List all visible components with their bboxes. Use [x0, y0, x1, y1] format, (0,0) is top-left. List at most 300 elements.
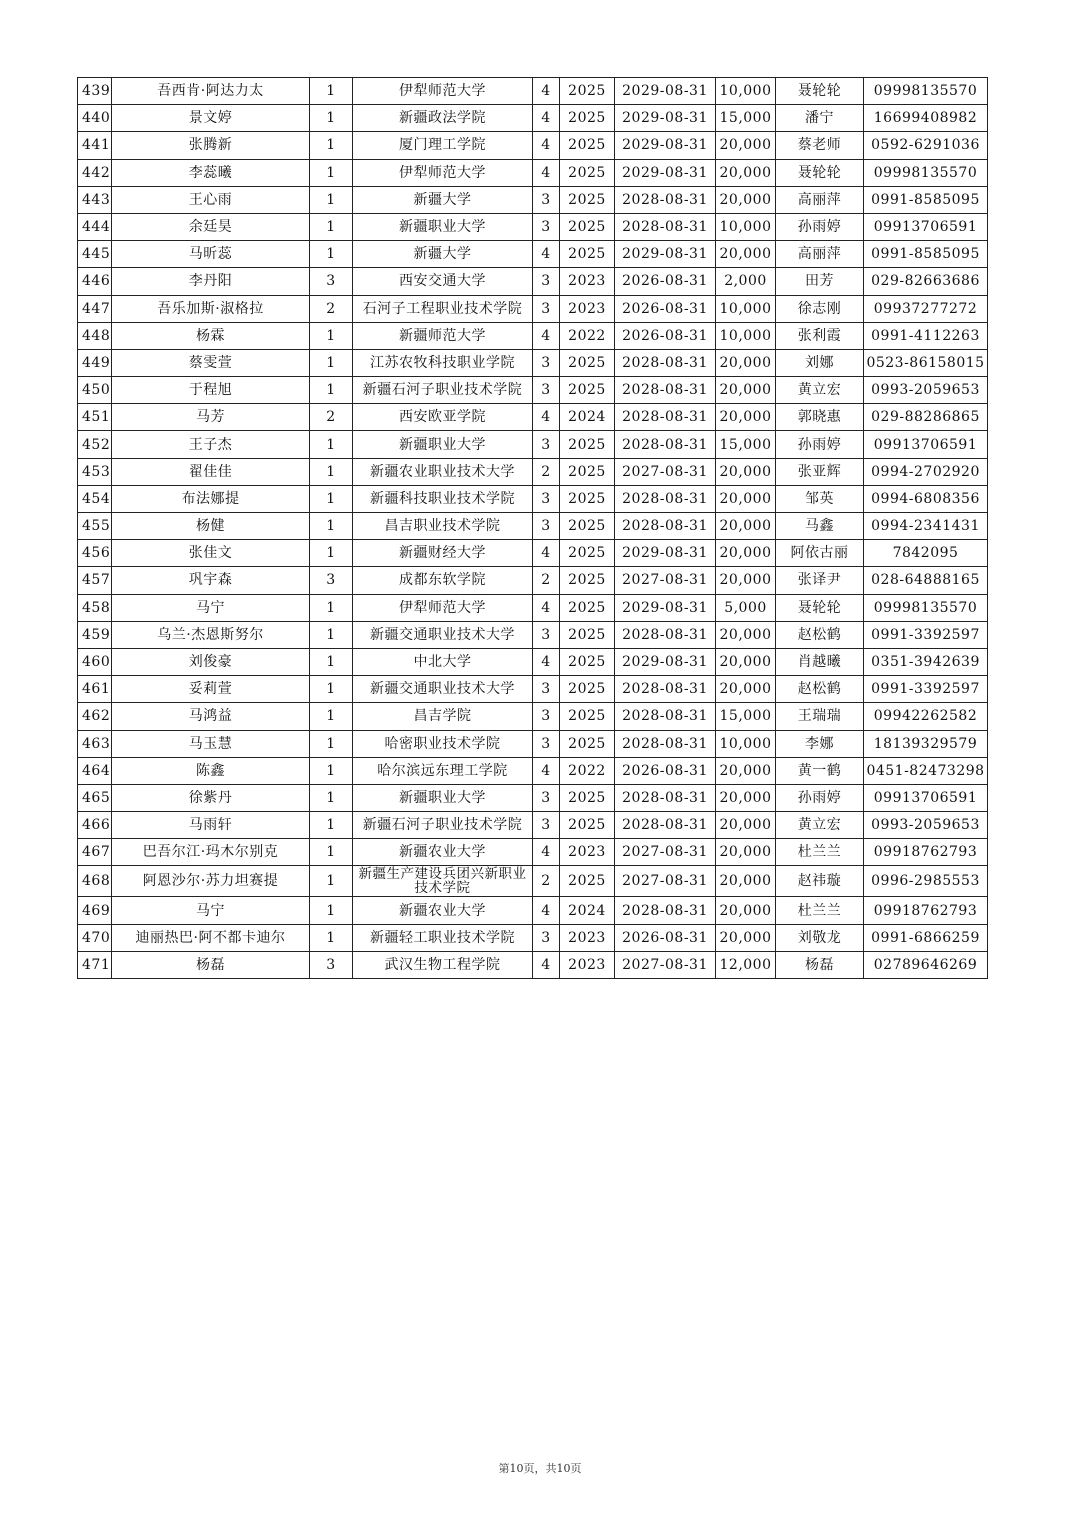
- contact-person-cell: 张亚辉: [776, 458, 864, 485]
- years-cell: 3: [533, 703, 560, 730]
- count-cell: 1: [310, 594, 353, 621]
- due-date-cell: 2029-08-31: [615, 105, 716, 132]
- phone-cell: 0991-3392597: [864, 621, 988, 648]
- school-name: 昌吉职业技术学院: [353, 513, 533, 540]
- table-row: [78, 703, 988, 730]
- amount-cell: 10,000: [716, 213, 776, 240]
- school-name: 新疆职业大学: [353, 431, 533, 458]
- phone-cell: 7842095: [864, 540, 988, 567]
- phone-cell: 0991-8585095: [864, 186, 988, 213]
- years-cell: 3: [533, 784, 560, 811]
- table-row: [78, 897, 988, 924]
- contact-person-cell: 阿依古丽: [776, 540, 864, 567]
- amount-cell: 10,000: [716, 322, 776, 349]
- table-row: [78, 594, 988, 621]
- start-year-cell: 2025: [560, 784, 615, 811]
- table-row: [78, 349, 988, 376]
- student-name: 巩宇森: [112, 567, 310, 594]
- phone-cell: 0993-2059653: [864, 377, 988, 404]
- due-date-cell: 2029-08-31: [615, 241, 716, 268]
- school-name: 新疆职业大学: [353, 213, 533, 240]
- due-date-cell: 2028-08-31: [615, 621, 716, 648]
- student-name: 马宁: [112, 897, 310, 924]
- start-year-cell: 2022: [560, 322, 615, 349]
- due-date-cell: 2026-08-31: [615, 322, 716, 349]
- contact-person-cell: 赵松鹤: [776, 676, 864, 703]
- table-row: [78, 295, 988, 322]
- due-date-cell: 2026-08-31: [615, 924, 716, 951]
- amount-cell: 20,000: [716, 159, 776, 186]
- phone-cell: 02789646269: [864, 951, 988, 978]
- count-cell: 1: [310, 839, 353, 866]
- years-cell: 4: [533, 322, 560, 349]
- years-cell: 3: [533, 186, 560, 213]
- phone-cell: 09942262582: [864, 703, 988, 730]
- contact-person-cell: 孙雨婷: [776, 784, 864, 811]
- count-cell: 1: [310, 676, 353, 703]
- student-name: 余廷昊: [112, 213, 310, 240]
- school-name: 石河子工程职业技术学院: [353, 295, 533, 322]
- row-number: 463: [78, 730, 112, 757]
- phone-cell: 09998135570: [864, 78, 988, 105]
- row-number: 453: [78, 458, 112, 485]
- school-name: 新疆轻工职业技术学院: [353, 924, 533, 951]
- due-date-cell: 2027-08-31: [615, 567, 716, 594]
- count-cell: 1: [310, 485, 353, 512]
- table-row: [78, 839, 988, 866]
- phone-cell: 0991-6866259: [864, 924, 988, 951]
- table-row: [78, 241, 988, 268]
- start-year-cell: 2025: [560, 431, 615, 458]
- row-number: 465: [78, 784, 112, 811]
- due-date-cell: 2028-08-31: [615, 213, 716, 240]
- row-number: 439: [78, 78, 112, 105]
- phone-cell: 029-88286865: [864, 404, 988, 431]
- due-date-cell: 2028-08-31: [615, 676, 716, 703]
- count-cell: 3: [310, 268, 353, 295]
- table-row: [78, 784, 988, 811]
- years-cell: 3: [533, 377, 560, 404]
- due-date-cell: 2028-08-31: [615, 897, 716, 924]
- years-cell: 3: [533, 268, 560, 295]
- row-number: 454: [78, 485, 112, 512]
- contact-person-cell: 孙雨婷: [776, 213, 864, 240]
- school-name: 新疆财经大学: [353, 540, 533, 567]
- amount-cell: 20,000: [716, 866, 776, 897]
- school-name: 厦门理工学院: [353, 132, 533, 159]
- contact-person-cell: 高丽萍: [776, 241, 864, 268]
- student-name: 马雨轩: [112, 812, 310, 839]
- years-cell: 3: [533, 676, 560, 703]
- count-cell: 1: [310, 703, 353, 730]
- years-cell: 3: [533, 349, 560, 376]
- school-name: 新疆交通职业技术大学: [353, 621, 533, 648]
- student-name: 马玉慧: [112, 730, 310, 757]
- due-date-cell: 2027-08-31: [615, 951, 716, 978]
- student-name: 徐紫丹: [112, 784, 310, 811]
- school-name: 新疆政法学院: [353, 105, 533, 132]
- row-number: 449: [78, 349, 112, 376]
- phone-cell: 0351-3942639: [864, 648, 988, 675]
- row-number: 441: [78, 132, 112, 159]
- start-year-cell: 2025: [560, 186, 615, 213]
- years-cell: 4: [533, 839, 560, 866]
- school-name: 新疆农业大学: [353, 839, 533, 866]
- count-cell: 1: [310, 241, 353, 268]
- due-date-cell: 2029-08-31: [615, 159, 716, 186]
- table-row: [78, 377, 988, 404]
- student-name: 马芳: [112, 404, 310, 431]
- student-name: 王子杰: [112, 431, 310, 458]
- amount-cell: 20,000: [716, 812, 776, 839]
- table-row: [78, 159, 988, 186]
- count-cell: 1: [310, 159, 353, 186]
- due-date-cell: 2026-08-31: [615, 268, 716, 295]
- amount-cell: 15,000: [716, 703, 776, 730]
- start-year-cell: 2025: [560, 377, 615, 404]
- table-row: [78, 105, 988, 132]
- years-cell: 3: [533, 431, 560, 458]
- loan-table-container: [77, 77, 987, 979]
- phone-cell: 09913706591: [864, 431, 988, 458]
- count-cell: 3: [310, 951, 353, 978]
- due-date-cell: 2028-08-31: [615, 513, 716, 540]
- school-name: 西安欧亚学院: [353, 404, 533, 431]
- student-name: 迪丽热巴·阿不都卡迪尔: [112, 924, 310, 951]
- phone-cell: 0994-2702920: [864, 458, 988, 485]
- phone-cell: 18139329579: [864, 730, 988, 757]
- years-cell: 3: [533, 621, 560, 648]
- contact-person-cell: 刘敬龙: [776, 924, 864, 951]
- row-number: 461: [78, 676, 112, 703]
- start-year-cell: 2025: [560, 349, 615, 376]
- student-name: 王心雨: [112, 186, 310, 213]
- years-cell: 2: [533, 458, 560, 485]
- student-name: 布法娜提: [112, 485, 310, 512]
- years-cell: 3: [533, 730, 560, 757]
- row-number: 462: [78, 703, 112, 730]
- amount-cell: 15,000: [716, 431, 776, 458]
- due-date-cell: 2028-08-31: [615, 784, 716, 811]
- amount-cell: 20,000: [716, 132, 776, 159]
- row-number: 471: [78, 951, 112, 978]
- phone-cell: 09998135570: [864, 594, 988, 621]
- years-cell: 4: [533, 540, 560, 567]
- student-name: 景文婷: [112, 105, 310, 132]
- start-year-cell: 2025: [560, 105, 615, 132]
- due-date-cell: 2026-08-31: [615, 295, 716, 322]
- start-year-cell: 2025: [560, 132, 615, 159]
- due-date-cell: 2027-08-31: [615, 866, 716, 897]
- row-number: 450: [78, 377, 112, 404]
- contact-person-cell: 郭晓惠: [776, 404, 864, 431]
- contact-person-cell: 杜兰兰: [776, 839, 864, 866]
- phone-cell: 0592-6291036: [864, 132, 988, 159]
- years-cell: 4: [533, 648, 560, 675]
- row-number: 443: [78, 186, 112, 213]
- due-date-cell: 2028-08-31: [615, 730, 716, 757]
- count-cell: 3: [310, 567, 353, 594]
- amount-cell: 20,000: [716, 540, 776, 567]
- school-name: 新疆大学: [353, 186, 533, 213]
- amount-cell: 10,000: [716, 295, 776, 322]
- start-year-cell: 2025: [560, 159, 615, 186]
- amount-cell: 20,000: [716, 757, 776, 784]
- student-name: 马鸿益: [112, 703, 310, 730]
- count-cell: 1: [310, 458, 353, 485]
- contact-person-cell: 赵松鹤: [776, 621, 864, 648]
- contact-person-cell: 李娜: [776, 730, 864, 757]
- start-year-cell: 2025: [560, 730, 615, 757]
- amount-cell: 20,000: [716, 377, 776, 404]
- school-name: 新疆科技职业技术学院: [353, 485, 533, 512]
- contact-person-cell: 聂轮轮: [776, 78, 864, 105]
- amount-cell: 20,000: [716, 621, 776, 648]
- contact-person-cell: 张利霞: [776, 322, 864, 349]
- amount-cell: 10,000: [716, 730, 776, 757]
- student-name: 巴吾尔江·玛木尔别克: [112, 839, 310, 866]
- amount-cell: 2,000: [716, 268, 776, 295]
- years-cell: 4: [533, 159, 560, 186]
- due-date-cell: 2028-08-31: [615, 349, 716, 376]
- row-number: 445: [78, 241, 112, 268]
- row-number: 458: [78, 594, 112, 621]
- start-year-cell: 2025: [560, 812, 615, 839]
- years-cell: 3: [533, 295, 560, 322]
- count-cell: 1: [310, 812, 353, 839]
- school-name: 伊犁师范大学: [353, 594, 533, 621]
- start-year-cell: 2025: [560, 540, 615, 567]
- amount-cell: 20,000: [716, 567, 776, 594]
- school-name: 新疆石河子职业技术学院: [353, 377, 533, 404]
- amount-cell: 20,000: [716, 897, 776, 924]
- student-name: 马宁: [112, 594, 310, 621]
- count-cell: 1: [310, 648, 353, 675]
- row-number: 442: [78, 159, 112, 186]
- row-number: 440: [78, 105, 112, 132]
- table-row: [78, 924, 988, 951]
- count-cell: 1: [310, 730, 353, 757]
- row-number: 455: [78, 513, 112, 540]
- school-name: 新疆交通职业技术大学: [353, 676, 533, 703]
- school-name: 新疆大学: [353, 241, 533, 268]
- count-cell: 1: [310, 784, 353, 811]
- start-year-cell: 2023: [560, 924, 615, 951]
- table-row: [78, 322, 988, 349]
- contact-person-cell: 蔡老师: [776, 132, 864, 159]
- student-name: 吾乐加斯·淑格拉: [112, 295, 310, 322]
- student-name: 于程旭: [112, 377, 310, 404]
- table-row: [78, 186, 988, 213]
- school-name: 伊犁师范大学: [353, 78, 533, 105]
- start-year-cell: 2025: [560, 676, 615, 703]
- count-cell: 2: [310, 295, 353, 322]
- due-date-cell: 2028-08-31: [615, 703, 716, 730]
- years-cell: 4: [533, 78, 560, 105]
- table-row: [78, 730, 988, 757]
- count-cell: 2: [310, 404, 353, 431]
- start-year-cell: 2023: [560, 951, 615, 978]
- contact-person-cell: 张译尹: [776, 567, 864, 594]
- contact-person-cell: 杜兰兰: [776, 897, 864, 924]
- student-name: 翟佳佳: [112, 458, 310, 485]
- phone-cell: 09918762793: [864, 839, 988, 866]
- due-date-cell: 2029-08-31: [615, 594, 716, 621]
- amount-cell: 20,000: [716, 404, 776, 431]
- table-row: [78, 621, 988, 648]
- table-row: [78, 648, 988, 675]
- years-cell: 4: [533, 132, 560, 159]
- table-row: [78, 485, 988, 512]
- count-cell: 1: [310, 757, 353, 784]
- count-cell: 1: [310, 186, 353, 213]
- school-name: 新疆生产建设兵团兴新职业技术学院: [353, 866, 533, 897]
- amount-cell: 20,000: [716, 784, 776, 811]
- years-cell: 4: [533, 757, 560, 784]
- start-year-cell: 2025: [560, 78, 615, 105]
- start-year-cell: 2025: [560, 213, 615, 240]
- due-date-cell: 2029-08-31: [615, 540, 716, 567]
- phone-cell: 0991-8585095: [864, 241, 988, 268]
- amount-cell: 20,000: [716, 186, 776, 213]
- row-number: 444: [78, 213, 112, 240]
- contact-person-cell: 邹英: [776, 485, 864, 512]
- amount-cell: 5,000: [716, 594, 776, 621]
- start-year-cell: 2025: [560, 648, 615, 675]
- start-year-cell: 2025: [560, 567, 615, 594]
- years-cell: 4: [533, 404, 560, 431]
- table-row: [78, 567, 988, 594]
- table-row: [78, 540, 988, 567]
- phone-cell: 0451-82473298: [864, 757, 988, 784]
- student-name: 陈鑫: [112, 757, 310, 784]
- row-number: 466: [78, 812, 112, 839]
- school-name: 成都东软学院: [353, 567, 533, 594]
- count-cell: 1: [310, 377, 353, 404]
- school-name: 新疆师范大学: [353, 322, 533, 349]
- row-number: 467: [78, 839, 112, 866]
- row-number: 452: [78, 431, 112, 458]
- count-cell: 1: [310, 132, 353, 159]
- contact-person-cell: 聂轮轮: [776, 594, 864, 621]
- years-cell: 4: [533, 105, 560, 132]
- row-number: 470: [78, 924, 112, 951]
- contact-person-cell: 聂轮轮: [776, 159, 864, 186]
- student-name: 吾西肯·阿达力太: [112, 78, 310, 105]
- count-cell: 1: [310, 924, 353, 951]
- amount-cell: 20,000: [716, 458, 776, 485]
- contact-person-cell: 徐志刚: [776, 295, 864, 322]
- contact-person-cell: 王瑞瑞: [776, 703, 864, 730]
- amount-cell: 20,000: [716, 676, 776, 703]
- start-year-cell: 2025: [560, 703, 615, 730]
- count-cell: 1: [310, 513, 353, 540]
- due-date-cell: 2026-08-31: [615, 757, 716, 784]
- student-name: 乌兰·杰恩斯努尔: [112, 621, 310, 648]
- count-cell: 1: [310, 621, 353, 648]
- contact-person-cell: 黄立宏: [776, 377, 864, 404]
- contact-person-cell: 刘娜: [776, 349, 864, 376]
- years-cell: 3: [533, 213, 560, 240]
- row-number: 468: [78, 866, 112, 897]
- student-name: 妥莉萱: [112, 676, 310, 703]
- school-name: 新疆石河子职业技术学院: [353, 812, 533, 839]
- amount-cell: 20,000: [716, 648, 776, 675]
- row-number: 464: [78, 757, 112, 784]
- table-row: [78, 676, 988, 703]
- row-number: 448: [78, 322, 112, 349]
- table-row: [78, 513, 988, 540]
- phone-cell: 09913706591: [864, 784, 988, 811]
- start-year-cell: 2022: [560, 757, 615, 784]
- contact-person-cell: 高丽萍: [776, 186, 864, 213]
- contact-person-cell: 肖越曦: [776, 648, 864, 675]
- contact-person-cell: 黄一鹤: [776, 757, 864, 784]
- years-cell: 3: [533, 924, 560, 951]
- table-row: [78, 757, 988, 784]
- school-name: 哈密职业技术学院: [353, 730, 533, 757]
- due-date-cell: 2028-08-31: [615, 404, 716, 431]
- student-name: 李蕊曦: [112, 159, 310, 186]
- student-name: 马昕蕊: [112, 241, 310, 268]
- school-name: 伊犁师范大学: [353, 159, 533, 186]
- start-year-cell: 2023: [560, 268, 615, 295]
- count-cell: 1: [310, 349, 353, 376]
- contact-person-cell: 赵祎璇: [776, 866, 864, 897]
- loan-table: [77, 77, 988, 979]
- table-row: [78, 951, 988, 978]
- due-date-cell: 2027-08-31: [615, 458, 716, 485]
- amount-cell: 12,000: [716, 951, 776, 978]
- start-year-cell: 2025: [560, 621, 615, 648]
- student-name: 杨磊: [112, 951, 310, 978]
- student-name: 杨健: [112, 513, 310, 540]
- due-date-cell: 2028-08-31: [615, 431, 716, 458]
- count-cell: 1: [310, 866, 353, 897]
- phone-cell: 0991-3392597: [864, 676, 988, 703]
- student-name: 张腾新: [112, 132, 310, 159]
- phone-cell: 0994-2341431: [864, 513, 988, 540]
- due-date-cell: 2028-08-31: [615, 485, 716, 512]
- school-name: 武汉生物工程学院: [353, 951, 533, 978]
- phone-cell: 09913706591: [864, 213, 988, 240]
- years-cell: 3: [533, 513, 560, 540]
- phone-cell: 029-82663686: [864, 268, 988, 295]
- student-name: 张佳文: [112, 540, 310, 567]
- school-name: 哈尔滨远东理工学院: [353, 757, 533, 784]
- phone-cell: 09918762793: [864, 897, 988, 924]
- phone-cell: 0523-86158015: [864, 349, 988, 376]
- school-name: 西安交通大学: [353, 268, 533, 295]
- table-row: [78, 213, 988, 240]
- phone-cell: 028-64888165: [864, 567, 988, 594]
- row-number: 460: [78, 648, 112, 675]
- table-row: [78, 458, 988, 485]
- contact-person-cell: 马鑫: [776, 513, 864, 540]
- school-name: 新疆职业大学: [353, 784, 533, 811]
- years-cell: 4: [533, 241, 560, 268]
- start-year-cell: 2024: [560, 404, 615, 431]
- count-cell: 1: [310, 213, 353, 240]
- contact-person-cell: 孙雨婷: [776, 431, 864, 458]
- years-cell: 2: [533, 567, 560, 594]
- start-year-cell: 2025: [560, 594, 615, 621]
- due-date-cell: 2029-08-31: [615, 78, 716, 105]
- start-year-cell: 2025: [560, 866, 615, 897]
- table-body: [78, 78, 988, 979]
- phone-cell: 16699408982: [864, 105, 988, 132]
- table-row: [78, 78, 988, 105]
